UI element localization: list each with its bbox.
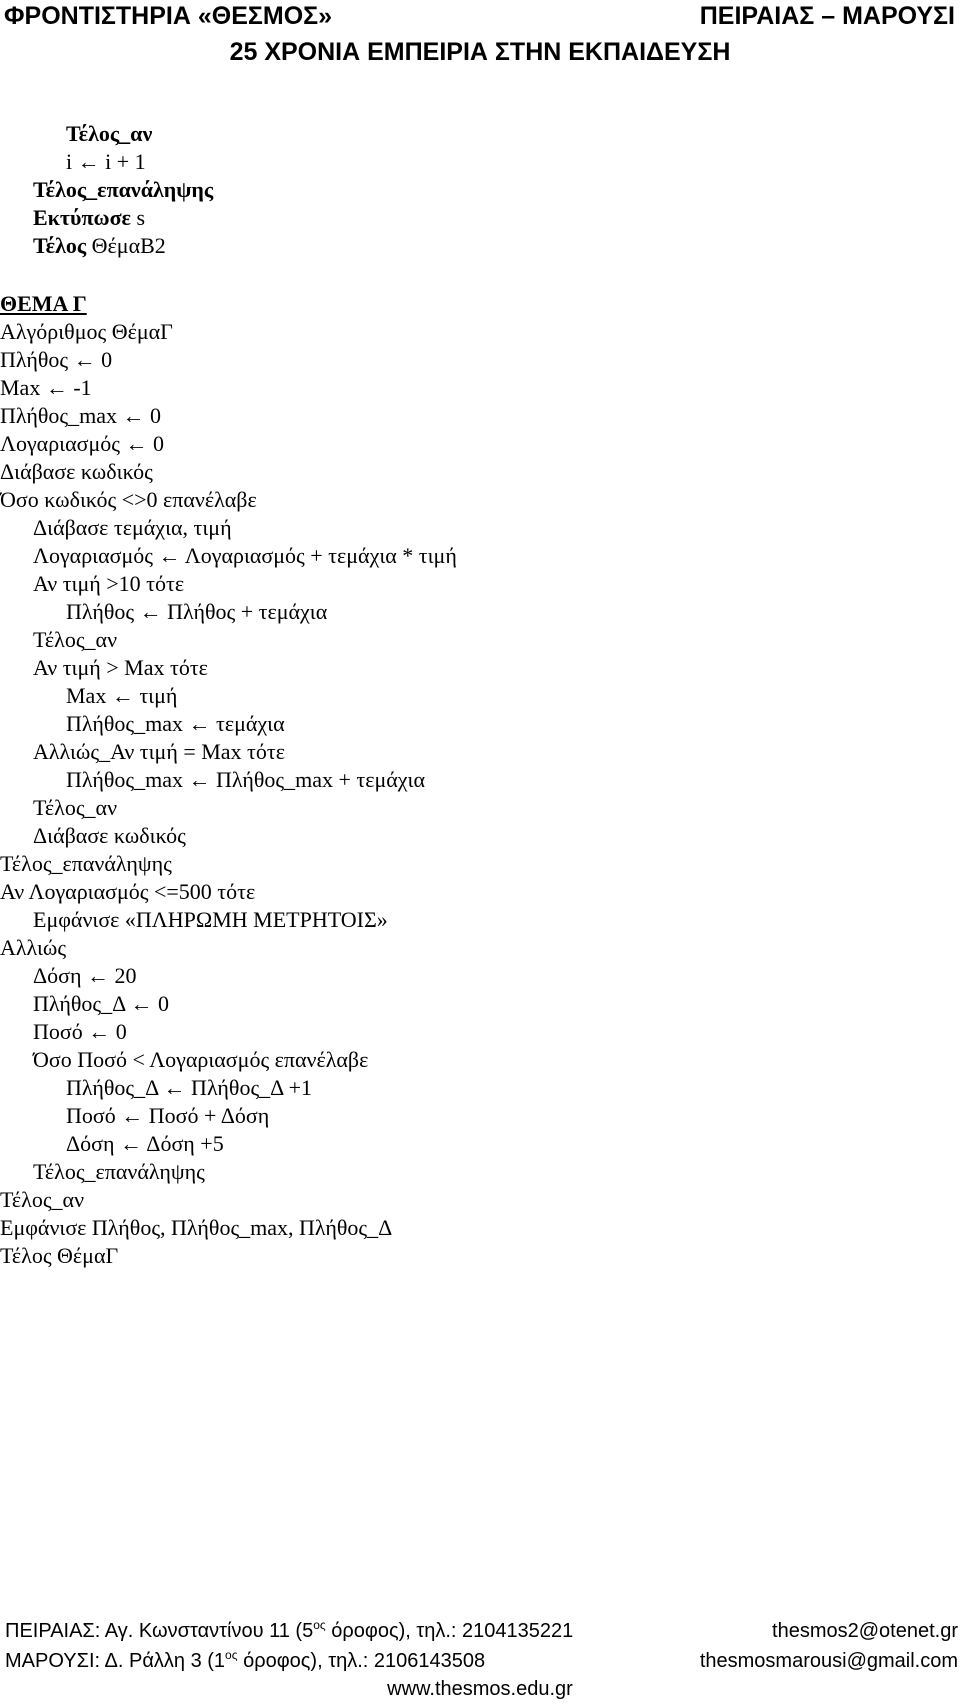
code-line: Πλήθος_max ← 0: [0, 403, 161, 428]
page-header: [0, 0, 960, 36]
locations: ΠΕΙΡΑΙΑΣ – ΜΑΡΟΥΣΙ: [699, 2, 955, 30]
code-line: Αλλιώς_Αν τιμή = Max τότε: [33, 739, 285, 764]
code-line: Τέλος_επανάληψης: [0, 851, 172, 876]
code-line: Τέλος_αν: [66, 121, 153, 146]
code-line: Αλλιώς: [0, 935, 67, 960]
section-heading: ΘΕΜΑ Γ: [0, 291, 87, 316]
code-line: Λογαριασμός ← 0: [0, 431, 164, 456]
code-line: Τέλος_επανάληψης: [33, 177, 214, 202]
code-line: Διάβασε κωδικός: [33, 823, 186, 848]
code-line: Πλήθος_max ← τεμάχια: [66, 711, 285, 736]
code-line: Όσο κωδικός <>0 επανέλαβε: [0, 487, 257, 512]
code-line: Πλήθος_Δ ← Πλήθος_Δ +1: [66, 1075, 313, 1100]
code-line: Τέλος_αν: [33, 627, 118, 652]
code-line: Όσο Ποσό < Λογαριασμός επανέλαβε: [33, 1047, 369, 1072]
code-line: Τέλος_αν: [0, 1187, 85, 1212]
code-line: Αλγόριθμος ΘέμαΓ: [0, 319, 173, 344]
code-line: Πλήθος_Δ ← 0: [33, 991, 170, 1016]
code-line: Πλήθος ← 0: [0, 347, 113, 372]
website-link[interactable]: www.thesmos.edu.gr: [387, 1678, 573, 1700]
code-line: Αν τιμή >10 τότε: [33, 571, 185, 596]
header-subtitle: 25 ΧΡΟΝΙΑ ΕΜΠΕΙΡΙΑ ΣΤΗΝ ΕΚΠΑΙΔΕΥΣΗ: [229, 38, 731, 66]
code-line: Τέλος_αν: [33, 795, 118, 820]
code-line: Max ← τιμή: [66, 683, 178, 708]
code-line: Πλήθος ← Πλήθος + τεμάχια: [66, 599, 328, 624]
code-line: Λογαριασμός ← Λογαριασμός + τεμάχια * τιμή: [33, 543, 457, 568]
code-line: Ποσό ← 0: [33, 1019, 127, 1044]
code-line: Max ← -1: [0, 375, 92, 400]
code-line: Εκτύπωσε s: [33, 205, 146, 230]
marousi-address: ΜΑΡΟΥΣΙ: Δ. Ράλλη 3 ($1^{o\varsigma}$ όροφος), τηλ.: 2106143508: [5, 1648, 486, 1672]
code-line: Αν Λογαριασμός <=500 τότε: [0, 879, 256, 904]
code-line: Τέλος_επανάληψης: [33, 1159, 205, 1184]
code-line: Ποσό ← Ποσό + Δόση: [66, 1103, 270, 1128]
code-line: Εμφάνισε Πλήθος, Πλήθος_max, Πλήθος_Δ: [0, 1215, 393, 1240]
marousi-email[interactable]: thesmosmarousi@gmail.com: [699, 1650, 958, 1672]
code-line: Εμφάνισε «ΠΛΗΡΩΜΗ ΜΕΤΡΗΤΟΙΣ»: [33, 907, 388, 932]
code-line: i ← i + 1: [66, 149, 146, 174]
code-line: Πλήθος_max ← Πλήθος_max + τεμάχια: [66, 767, 426, 792]
piraeus-address: ΠΕΙΡΑΙΑΣ: Αγ. Κωνσταντίνου 11 ($5^{o\varsigma}$ όροφος), τηλ.: 2104135221: [5, 1618, 574, 1642]
school-name: ΦΡΟΝΤΙΣΤΗΡΙΑ «ΘΕΣΜΟΣ»: [4, 2, 333, 30]
code-line: Δόση ← Δόση +5: [66, 1131, 224, 1156]
code-line: Διάβασε τεμάχια, τιμή: [33, 515, 232, 540]
piraeus-email[interactable]: thesmos2@otenet.gr: [772, 1620, 958, 1642]
code-line: Διάβασε κωδικός: [0, 459, 153, 484]
code-line: Τέλος ΘέμαΓ: [0, 1243, 119, 1268]
code-line: Αν τιμή > Max τότε: [33, 655, 208, 680]
code-line: Τέλος ΘέμαΒ2: [33, 233, 166, 258]
code-line: Δόση ← 20: [33, 963, 137, 988]
